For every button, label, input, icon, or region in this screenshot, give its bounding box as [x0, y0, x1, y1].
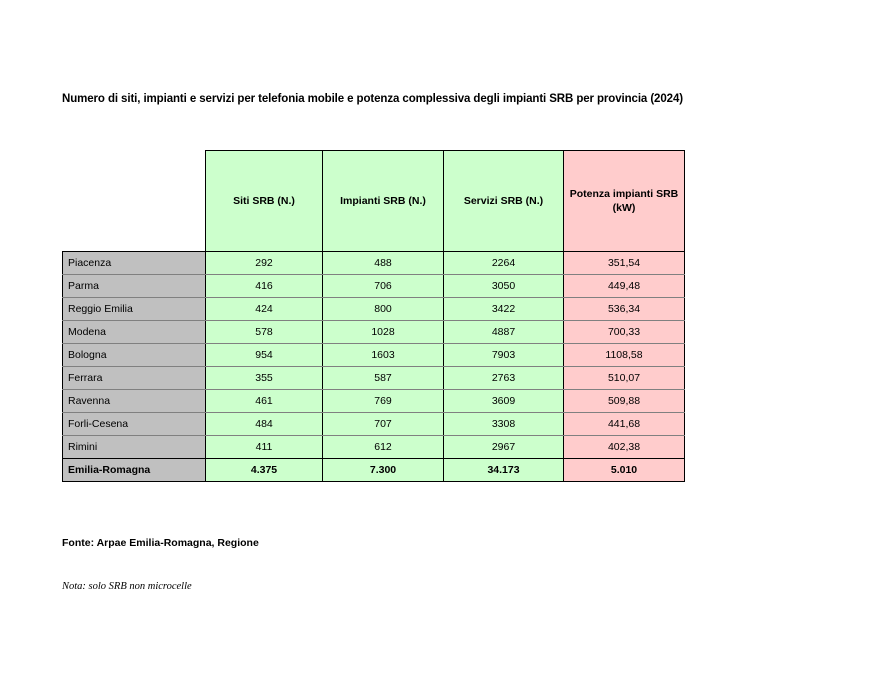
cell-servizi: 3050 — [444, 275, 564, 298]
cell-siti: 578 — [206, 321, 323, 344]
cell-impianti: 612 — [323, 436, 444, 459]
cell-servizi: 3609 — [444, 390, 564, 413]
cell-siti: 954 — [206, 344, 323, 367]
row-label-ravenna: Ravenna — [63, 390, 206, 413]
total-cell-siti: 4.375 — [206, 459, 323, 482]
page-title: Numero di siti, impianti e servizi per telefonia mobile e potenza complessiva degli impianti SRB per provincia (2024) — [62, 93, 683, 105]
table-row — [63, 436, 685, 459]
cell-siti: 424 — [206, 298, 323, 321]
cell-impianti: 707 — [323, 413, 444, 436]
cell-servizi: 7903 — [444, 344, 564, 367]
table-row — [63, 367, 685, 390]
table-row — [63, 275, 685, 298]
cell-potenza: 1108,58 — [564, 344, 685, 367]
row-label-forli-cesena: Forli-Cesena — [63, 413, 206, 436]
cell-potenza: 509,88 — [564, 390, 685, 413]
table-row — [63, 252, 685, 275]
table-row — [63, 413, 685, 436]
row-label-piacenza: Piacenza — [63, 252, 206, 275]
row-label-reggio-emilia: Reggio Emilia — [63, 298, 206, 321]
cell-servizi: 2763 — [444, 367, 564, 390]
total-cell-impianti: 7.300 — [323, 459, 444, 482]
cell-siti: 461 — [206, 390, 323, 413]
total-cell-potenza: 5.010 — [564, 459, 685, 482]
table-row — [63, 344, 685, 367]
column-header-servizi: Servizi SRB (N.) — [444, 151, 564, 252]
table-row — [63, 321, 685, 344]
cell-impianti: 1603 — [323, 344, 444, 367]
cell-servizi: 3422 — [444, 298, 564, 321]
cell-servizi: 4887 — [444, 321, 564, 344]
cell-potenza: 351,54 — [564, 252, 685, 275]
column-header-potenza: Potenza impianti SRB (kW) — [564, 151, 685, 252]
cell-siti: 411 — [206, 436, 323, 459]
cell-impianti: 587 — [323, 367, 444, 390]
row-label-parma: Parma — [63, 275, 206, 298]
column-header-siti: Siti SRB (N.) — [206, 151, 323, 252]
row-label-ferrara: Ferrara — [63, 367, 206, 390]
row-label-modena: Modena — [63, 321, 206, 344]
table-row — [63, 390, 685, 413]
cell-servizi: 2264 — [444, 252, 564, 275]
row-label-emilia-romagna: Emilia-Romagna — [63, 459, 206, 482]
cell-siti: 484 — [206, 413, 323, 436]
row-label-rimini: Rimini — [63, 436, 206, 459]
total-cell-servizi: 34.173 — [444, 459, 564, 482]
column-header-impianti: Impianti SRB (N.) — [323, 151, 444, 252]
cell-servizi: 3308 — [444, 413, 564, 436]
data-table-container — [62, 150, 685, 482]
footnote: Nota: solo SRB non microcelle — [62, 581, 192, 592]
cell-servizi: 2967 — [444, 436, 564, 459]
cell-potenza: 510,07 — [564, 367, 685, 390]
cell-impianti: 488 — [323, 252, 444, 275]
table-total-row — [63, 459, 685, 482]
table-row — [63, 298, 685, 321]
cell-impianti: 1028 — [323, 321, 444, 344]
cell-potenza: 449,48 — [564, 275, 685, 298]
cell-siti: 292 — [206, 252, 323, 275]
cell-impianti: 769 — [323, 390, 444, 413]
table-header-row — [63, 151, 685, 252]
row-label-bologna: Bologna — [63, 344, 206, 367]
cell-potenza: 402,38 — [564, 436, 685, 459]
cell-siti: 355 — [206, 367, 323, 390]
srb-data-table — [62, 150, 685, 482]
cell-impianti: 800 — [323, 298, 444, 321]
cell-impianti: 706 — [323, 275, 444, 298]
cell-potenza: 700,33 — [564, 321, 685, 344]
table-corner-cell — [63, 151, 206, 252]
cell-siti: 416 — [206, 275, 323, 298]
source-note: Fonte: Arpae Emilia-Romagna, Regione — [62, 537, 259, 549]
cell-potenza: 441,68 — [564, 413, 685, 436]
cell-potenza: 536,34 — [564, 298, 685, 321]
